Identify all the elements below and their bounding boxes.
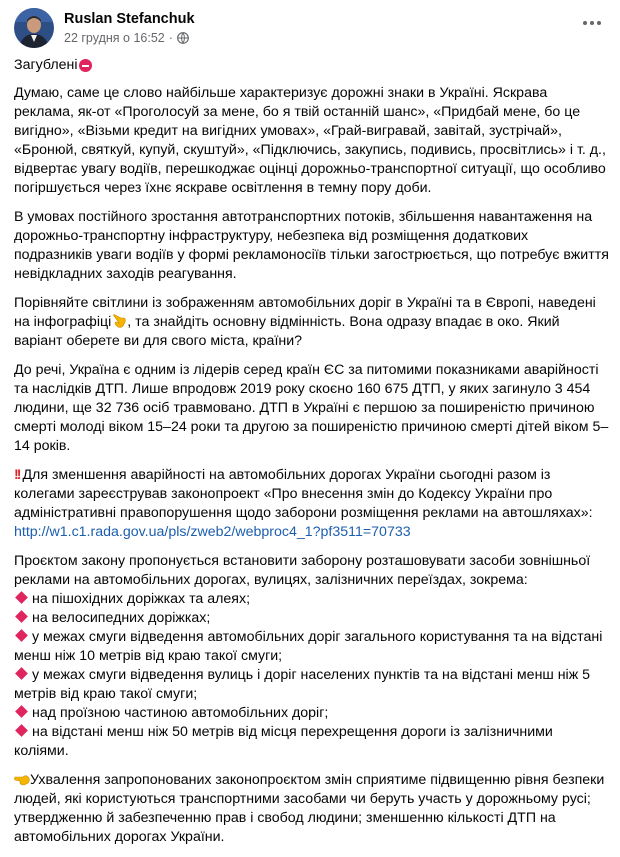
red-diamond-icon: [15, 667, 28, 680]
paragraph-3-part-1: Порівняйте світлини із зображенням автомобільних доріг в Україні та в Європі, наведені на інфографіці: [14, 295, 596, 330]
list-item: у межах смуги відведення автомобільних доріг загального користування та на відстані менш ніж 10 метрів від краю такої смуги;: [14, 629, 603, 664]
paragraph-5-text: Для зменшення аварійності на автомобільних дорогах України сьогодні разом із колегами зареєстрував законопроект «Про внесення змін до Кодексу України про адміністративні правопорушення щодо заборони розміщення реклами на автошляхах»:: [14, 467, 593, 521]
paragraph-3-part-2: , та знайдіть основну відмінність. Вона одразу впадає в око. Який варіант оберете ви для свого міста, країни?: [14, 314, 560, 349]
red-diamond-icon: [15, 629, 28, 642]
list-item: у межах смуги відведення вулиць і доріг населених пунктів та на відстані менш ніж 5 метрів від краю такої смуги;: [14, 667, 591, 702]
paragraph-7-text: Ухвалення запропонованих законопроєктом змін сприятиме підвищенню рівня безпеки людей, які користуються транспортними засобами чи беруть участь у дорожньому русі; утвердженню й забезпеченню прав і свобод людини; зменшенню кількості ДТП на автомобільних дорогах України.: [14, 772, 605, 845]
post-title-text: Загублені: [14, 57, 78, 73]
paragraph-5: [14, 466, 610, 542]
red-diamond-icon: [15, 591, 28, 604]
bill-link[interactable]: http://w1.c1.rada.gov.ua/pls/zweb2/webproc4_1?pf3511=70733: [14, 524, 411, 540]
no-entry-icon: [79, 59, 92, 72]
post-timestamp[interactable]: 22 грудня о 16:52: [64, 30, 165, 45]
post-title: [14, 56, 610, 75]
post-header: [14, 8, 195, 48]
paragraph-1: Думаю, саме це слово найбільше характеризує дорожні знаки в Україні. Яскрава реклама, як-от «Проголосуй за мене, бо я твій останній шанс», «Придбай мене, бо це вигідно», «Візьми кредит на вигідних умовах», «Грай-вигравай, завітай, зустрічай», «Бронюй, святкуй, купуй, скуштуй», «Підключись, закупись, подивись, просвітлись» і т. д., відвертає увагу водіїв, перешкоджає оцінці дорожньо-транспортної ситуації, що особливо погіршується через їхнє яскраве освітлення в темну пору доби.: [14, 85, 606, 196]
list-item: над проїзною частиною автомобільних доріг;: [14, 704, 610, 723]
paragraph-7: [14, 771, 610, 847]
more-options-icon[interactable]: [578, 14, 606, 32]
avatar[interactable]: [14, 8, 54, 48]
globe-icon: [177, 32, 189, 44]
red-diamond-icon: [15, 610, 28, 623]
meta-separator: ·: [168, 30, 173, 45]
paragraph-2: В умовах постійного зростання автотранспортних потоків, збільшення навантаження на дорожньо-транспортну інфраструктуру, небезпека від розміщення додаткових подразників уваги водіїв у формі рекламоносіїв тільки загострюється, що потребує вжиття невідкладних заходів реагування.: [14, 209, 609, 282]
red-diamond-icon: [15, 705, 28, 718]
ban-list: [14, 590, 610, 761]
pointing-right-hand-icon: [14, 772, 30, 786]
paragraph-4: До речі, Україна є одним із лідерів серед країн ЄС за питомими показниками аварійності та наслідків ДТП. Лише впродовж 2019 року скоєно 160 675 ДТП, у яких загинуло 3 454 людини, ще 32 736 осіб травмовано. ДТП в Україні є першою за поширеністю причиною смерті молоді віком 15–24 роки та другою за поширеністю причиною смерті дітей віком 5–14 років.: [14, 362, 609, 454]
double-exclamation-icon: !!: [14, 467, 20, 483]
paragraph-3: [14, 294, 610, 351]
post-body: [14, 56, 610, 857]
paragraph-6: Проєктом закону пропонується встановити заборону розташовувати засоби зовнішньої реклами на автомобільних дорогах, вулицях, залізничних переїздах, зокрема:: [14, 553, 591, 588]
list-item: на велосипедних доріжках;: [14, 609, 610, 628]
red-diamond-icon: [15, 724, 28, 737]
author-name[interactable]: Ruslan Stefanchuk: [64, 10, 195, 27]
list-item: на відстані менш ніж 50 метрів від місця перехрещення дороги із залізничними коліями.: [14, 724, 553, 759]
pointing-down-hand-icon: [111, 314, 127, 328]
list-item: на пішохідних доріжках та алеях;: [14, 590, 610, 609]
